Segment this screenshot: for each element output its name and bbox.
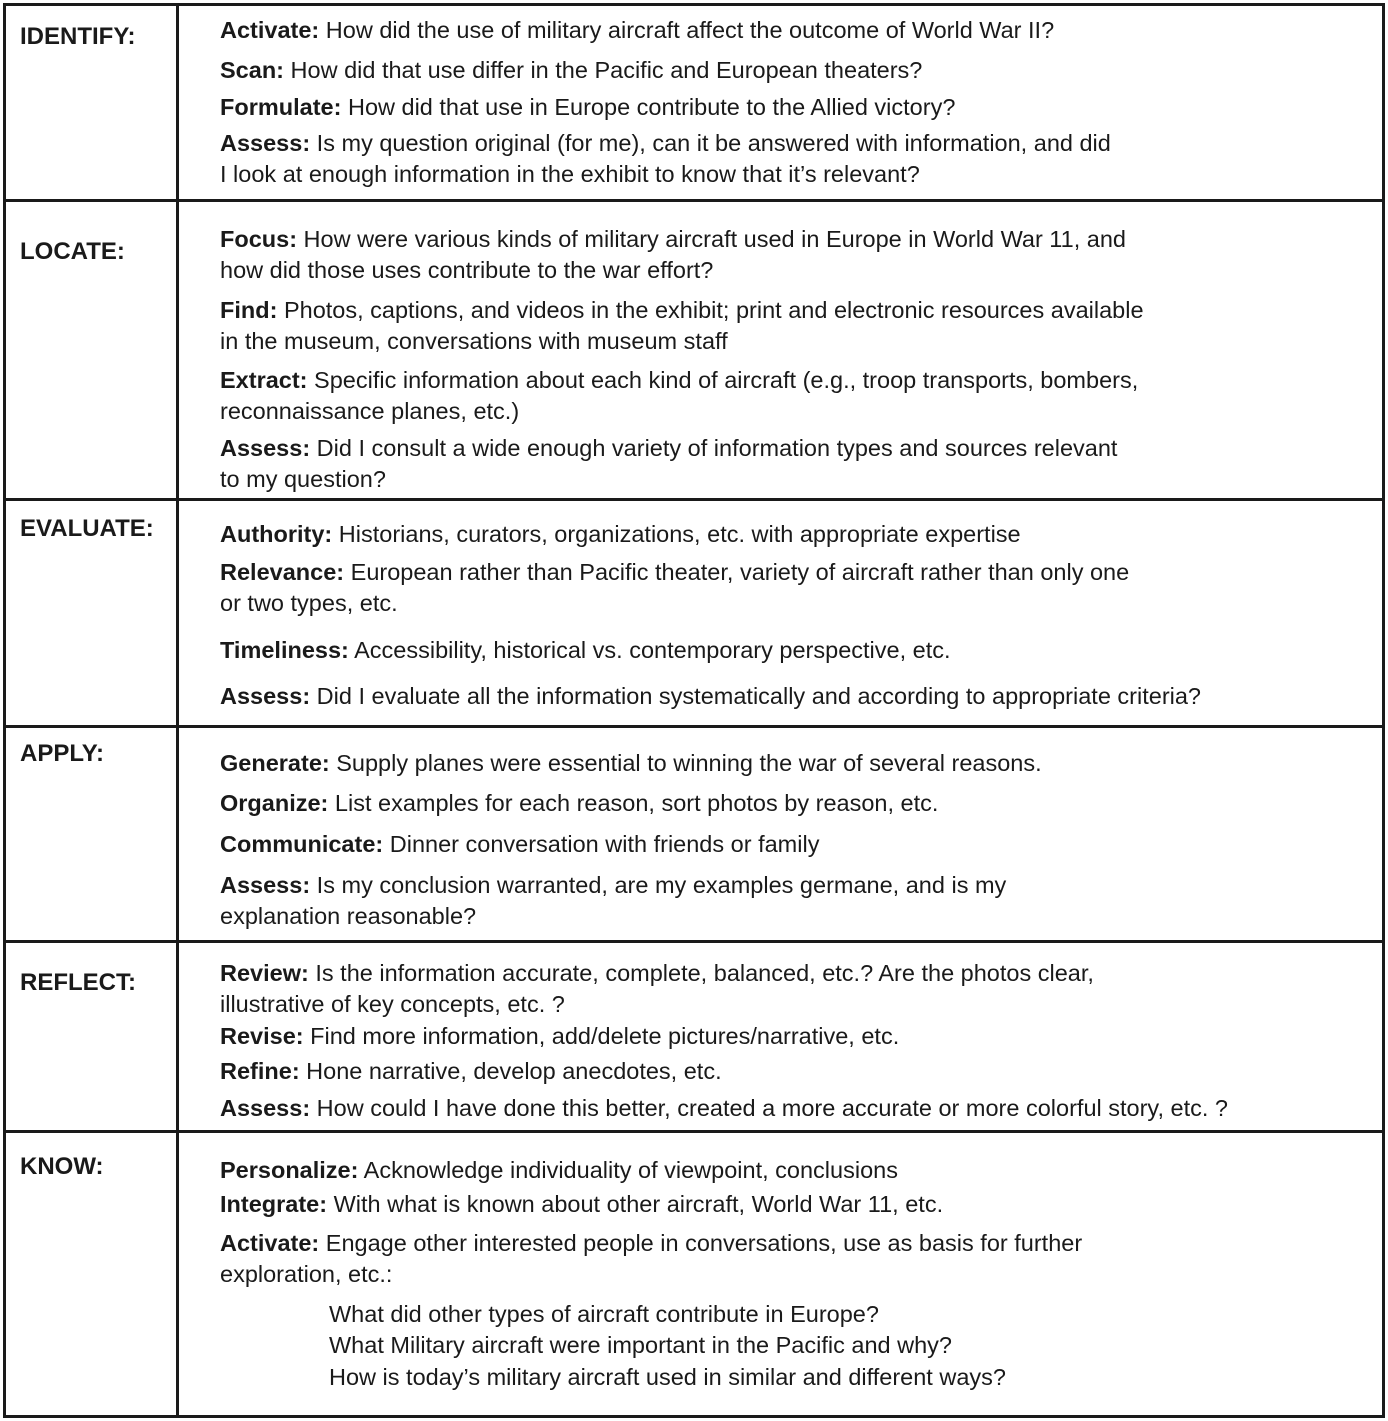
entry-text: Dinner conversation with friends or family [383, 831, 820, 857]
entry-text: How did that use in Europe contribute to the Allied victory? [341, 94, 956, 120]
entry-text: explanation reasonable? [220, 903, 477, 929]
row-divider [3, 725, 1385, 728]
entry-term: Activate: [220, 17, 320, 43]
entry-term: Refine: [220, 1058, 300, 1084]
entry-text: to my question? [220, 466, 386, 492]
entry-apply-organize [220, 788, 938, 819]
entry-term: Focus: [220, 226, 298, 252]
entry-evaluate-authority [220, 519, 1021, 550]
entry-text: Is the information accurate, complete, balanced, etc.? Are the photos clear, [308, 960, 1094, 986]
entry-text: how did those uses contribute to the war effort? [220, 257, 714, 283]
entry-identify-scan [220, 55, 922, 86]
entry-term: Revise: [220, 1023, 304, 1049]
entry-identify-assess [220, 128, 1111, 190]
row-label-know: KNOW: [20, 1153, 104, 1180]
entry-reflect-refine [220, 1056, 722, 1087]
entry-reflect-revise [220, 1021, 899, 1052]
entry-term: Assess: [220, 683, 311, 709]
entry-term: Activate: [220, 1230, 320, 1256]
entry-text: Hone narrative, develop anecdotes, etc. [299, 1058, 722, 1084]
entry-term: Organize: [220, 790, 329, 816]
entry-term: Extract: [220, 367, 308, 393]
entry-text: I look at enough information in the exhibit to know that it’s relevant? [220, 161, 920, 187]
entry-text: Supply planes were essential to winning the war of several reasons. [329, 750, 1042, 776]
entry-term: Generate: [220, 750, 330, 776]
entry-text: How did the use of military aircraft affect the outcome of World War II? [319, 17, 1055, 43]
entry-apply-generate [220, 748, 1042, 779]
entry-term: Scan: [220, 57, 284, 83]
entry-text: How did that use differ in the Pacific and European theaters? [284, 57, 923, 83]
know-subitem: What did other types of aircraft contribute in Europe? [329, 1301, 879, 1327]
entry-term: Timeliness: [220, 637, 349, 663]
entry-text: Did I evaluate all the information systematically and according to appropriate criteria? [310, 683, 1201, 709]
entry-term: Assess: [220, 1095, 311, 1121]
row-label-reflect: REFLECT: [20, 969, 136, 996]
entry-term: Formulate: [220, 94, 342, 120]
entry-text: in the museum, conversations with museum staff [220, 328, 728, 354]
entry-text: Specific information about each kind of aircraft (e.g., troop transports, bombers, [307, 367, 1139, 393]
entry-evaluate-assess [220, 681, 1201, 712]
entry-term: Personalize: [220, 1157, 359, 1183]
entry-locate-extract [220, 365, 1138, 427]
row-label-evaluate: EVALUATE: [20, 515, 154, 542]
know-subitem: How is today’s military aircraft used in similar and different ways? [329, 1364, 1006, 1390]
entry-reflect-assess [220, 1093, 1228, 1124]
entry-know-activate [220, 1228, 1082, 1290]
entry-text: Photos, captions, and videos in the exhibit; print and electronic resources available [277, 297, 1144, 323]
row-divider [3, 498, 1385, 501]
entry-text: Is my conclusion warranted, are my examples germane, and is my [310, 872, 1007, 898]
entry-text: Accessibility, historical vs. contemporary perspective, etc. [348, 637, 951, 663]
entry-term: Assess: [220, 435, 311, 461]
entry-text: Engage other interested people in conversations, use as basis for further [319, 1230, 1083, 1256]
entry-term: Assess: [220, 130, 311, 156]
entry-text: With what is known about other aircraft, World War 11, etc. [327, 1191, 944, 1217]
entry-identify-activate [220, 15, 1054, 46]
entry-know-personalize [220, 1155, 898, 1186]
entry-term: Authority: [220, 521, 333, 547]
entry-text: European rather than Pacific theater, variety of aircraft rather than only one [344, 559, 1130, 585]
entry-term: Find: [220, 297, 278, 323]
entry-apply-assess [220, 870, 1006, 932]
row-divider [3, 199, 1385, 202]
entry-text: List examples for each reason, sort photos by reason, etc. [328, 790, 939, 816]
entry-text: Historians, curators, organizations, etc. with appropriate expertise [332, 521, 1021, 547]
entry-text: Acknowledge individuality of viewpoint, conclusions [358, 1157, 898, 1183]
entry-text: Did I consult a wide enough variety of information types and sources relevant [310, 435, 1118, 461]
entry-term: Integrate: [220, 1191, 328, 1217]
entry-text: illustrative of key concepts, etc. ? [220, 991, 565, 1017]
entry-text: How were various kinds of military aircraft used in Europe in World War 11, and [297, 226, 1126, 252]
entry-locate-assess [220, 433, 1117, 495]
entry-locate-find [220, 295, 1144, 357]
entry-text: exploration, etc.: [220, 1261, 393, 1287]
entry-know-integrate [220, 1189, 943, 1220]
entry-text: Find more information, add/delete pictures/narrative, etc. [303, 1023, 900, 1049]
column-divider [176, 3, 179, 1418]
entry-text: reconnaissance planes, etc.) [220, 398, 520, 424]
entry-text: or two types, etc. [220, 590, 398, 616]
entry-identify-formulate [220, 92, 955, 123]
entry-text: Is my question original (for me), can it be answered with information, and did [310, 130, 1111, 156]
entry-evaluate-timeliness [220, 635, 951, 666]
row-divider [3, 940, 1385, 943]
entry-term: Communicate: [220, 831, 384, 857]
entry-locate-focus [220, 224, 1126, 286]
entry-reflect-review [220, 958, 1094, 1020]
row-label-apply: APPLY: [20, 740, 105, 767]
entry-term: Assess: [220, 872, 311, 898]
entry-evaluate-relevance [220, 557, 1129, 619]
row-label-identify: IDENTIFY: [20, 23, 136, 50]
entry-term: Review: [220, 960, 309, 986]
entry-term: Relevance: [220, 559, 345, 585]
row-label-locate: LOCATE: [20, 238, 125, 265]
entry-apply-communicate [220, 829, 819, 860]
know-subitem: What Military aircraft were important in the Pacific and why? [329, 1332, 952, 1358]
row-divider [3, 1130, 1385, 1133]
entry-text: How could I have done this better, created a more accurate or more colorful story, etc. ? [310, 1095, 1228, 1121]
